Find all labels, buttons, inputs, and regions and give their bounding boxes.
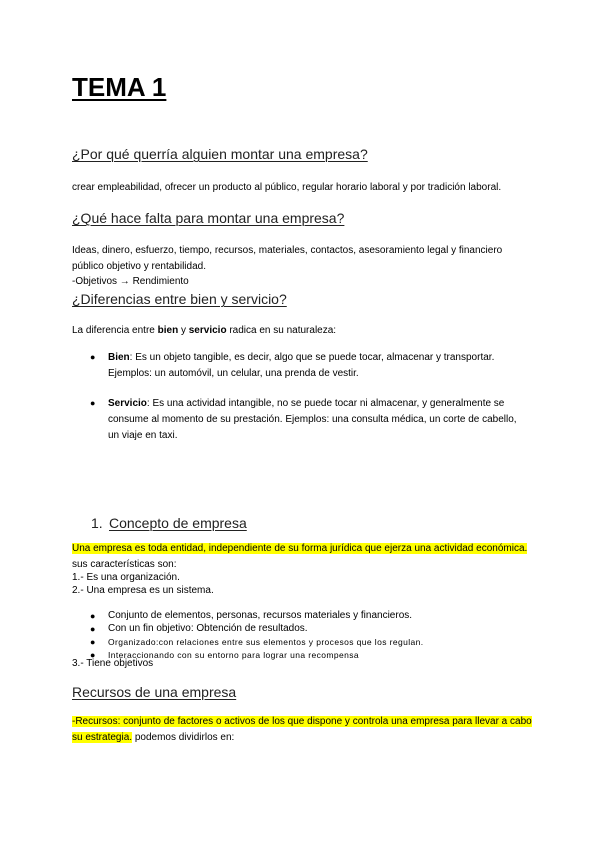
bullet-icon: ● (90, 650, 96, 660)
section-1-item-2: 2.- Una empresa es un sistema. (72, 585, 214, 596)
question-1-answer: crear empleabilidad, ofrecer un producto al público, regular horario laboral y por tradición laboral. (72, 182, 502, 193)
bullet-text: : Es una actividad intangible, no se puede tocar ni almacenar, y generalmente se consume al momento de su prestación. Ejemplos: una consulta médica, un corte de cabello, un viaje en taxi. (108, 398, 517, 441)
highlighted-text: Una empresa es toda entidad, independiente de su forma jurídica que ejerza una actividad económica. (72, 543, 528, 554)
bullet-icon: ● (90, 352, 96, 362)
section-1-item-1: 1.- Es una organización. (72, 572, 180, 583)
intro-text: La diferencia entre (72, 325, 158, 336)
question-3-intro (72, 323, 532, 339)
section-1-item-3: 3.- Tiene objetivos (72, 658, 154, 669)
question-2-extra: -Objetivos → Rendimiento (72, 276, 189, 287)
question-2-heading: ¿Qué hace falta para montar una empresa? (72, 210, 345, 226)
bullet-term: Servicio (108, 398, 147, 409)
intro-text: y (178, 325, 189, 336)
bullet-servicio (108, 396, 518, 444)
question-2-answer: Ideas, dinero, esfuerzo, tiempo, recursos, materiales, contactos, asesoramiento legal y financiero público objetivo y rentabilidad. (72, 245, 503, 272)
question-1-heading: ¿Por qué querría alguien montar una empresa? (72, 146, 368, 162)
definition-rest: sus características son: (72, 559, 177, 570)
intro-text: radica en su naturaleza: (226, 325, 337, 336)
definition-rest: podemos dividirlos en: (132, 732, 235, 743)
bullet-text: : Es un objeto tangible, es decir, algo que se puede tocar, almacenar y transportar. Ejemplos: un automóvil, un celular, una prenda de vestir. (108, 352, 495, 379)
sub-bullet-2: Con un fin objetivo: Obtención de resultados. (108, 623, 308, 634)
bullet-icon: ● (90, 398, 96, 408)
page-title: TEMA 1 (72, 72, 167, 102)
section-1-heading: Concepto de empresa (109, 515, 247, 531)
bullet-term: Bien (108, 352, 130, 363)
highlighted-text: -Recursos: conjunto de factores o activos de los que dispone y controla una empresa para llevar a cabo su estrategia. (72, 716, 532, 743)
section-2-definition (72, 714, 532, 746)
sub-bullet-1: Conjunto de elementos, personas, recursos materiales y financieros. (108, 610, 413, 621)
bullet-icon: ● (90, 637, 96, 647)
question-3-heading: ¿Diferencias entre bien y servicio? (72, 291, 287, 307)
section-2-heading: Recursos de una empresa (72, 684, 237, 700)
bullet-icon: ● (90, 611, 96, 621)
section-1-number: 1. (91, 515, 103, 531)
intro-servicio: servicio (188, 325, 227, 336)
intro-bien: bien (157, 325, 179, 336)
bullet-bien (108, 350, 508, 382)
sub-bullet-4: Interaccionando con su entorno para lograr una recompensa (108, 650, 360, 660)
sub-bullet-3: Organizado:con relaciones entre sus elementos y procesos que los regulan. (108, 637, 424, 647)
bullet-icon: ● (90, 624, 96, 634)
section-1-definition (72, 541, 532, 573)
